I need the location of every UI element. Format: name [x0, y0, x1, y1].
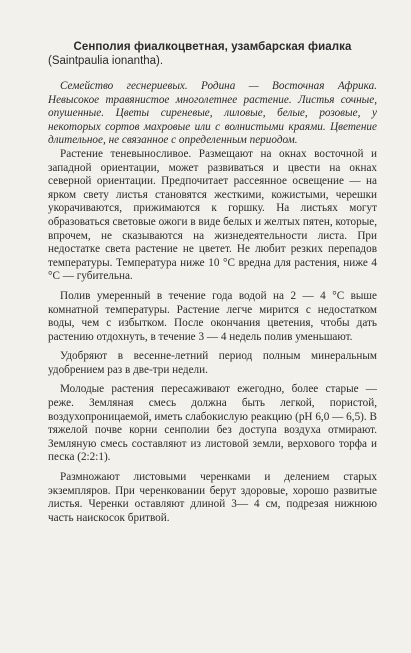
paragraph-repotting: Молодые растения пересаживают ежегодно, более старые — реже. Земляная смесь должна быть легкой, пористой, воздухопроницаемой, иметь слабокислую реакцию (рН 6,0 — 6,5). В тяжелой почве корни сенполии без доступа воздуха отмирают. Земляную смесь составляют из листовой земли, верхового торфа и песка (2:2:1).: [48, 383, 377, 464]
paragraph-watering: Полив умеренный в течение года водой на 2 — 4 °С выше комнатной температуры. Растение легче мирится с недостатком воды, чем с избытком. После окончания цветения, чтобы дать растению отдохнуть, в течение 3 — 4 недель полив уменьшают.: [48, 289, 377, 343]
paragraph-propagation: Размножают листовыми черенками и делением старых экземпляров. При черенковании берут здоровые, хорошо развитые листья. Черенки оставляют длиной 3— 4 см, подрезая нижнюю часть наискосок бритвой.: [48, 471, 377, 524]
paragraph-light: Растение теневыносливое. Размещают на окнах восточной и западной ориентации, может развиваться и цвести на окнах северной ориентации. Предпочитает рассеянное освещение — на ярком свету листья становятся жесткими, кожистыми, черешки укорачиваются, прижимаются к горшку. На листьях могут образоваться световые ожоги в виде белых и желтых пятен, которые, впрочем, не сказываются на жизнедеятельности листа. При недостатке света растение не цветет. Не любит резких перепадов температуры. Температура ниже 10 °С вредна для растения, ниже 4 °С — губительна.: [48, 147, 377, 283]
latin-name: (Saintpaulia ionantha).: [48, 55, 164, 67]
intro-paragraph: Семейство геснериевых. Родина — Восточная Африка. Невысокое травянистое многолетнее растение. Листья сочные, опушенные. Цветы сиреневые, лиловые, белые, розовые, у некоторых сортов махровые или с волнистыми краями. Цветение длительное, не связанное с определенным периодом.: [48, 80, 377, 147]
article-title: Сенполия фиалкоцветная, узамбарская фиалка: [73, 41, 352, 53]
paragraph-fertilizing: Удобряют в весенне-летний период полным минеральным удобрением раз в две-три недели.: [48, 350, 377, 376]
